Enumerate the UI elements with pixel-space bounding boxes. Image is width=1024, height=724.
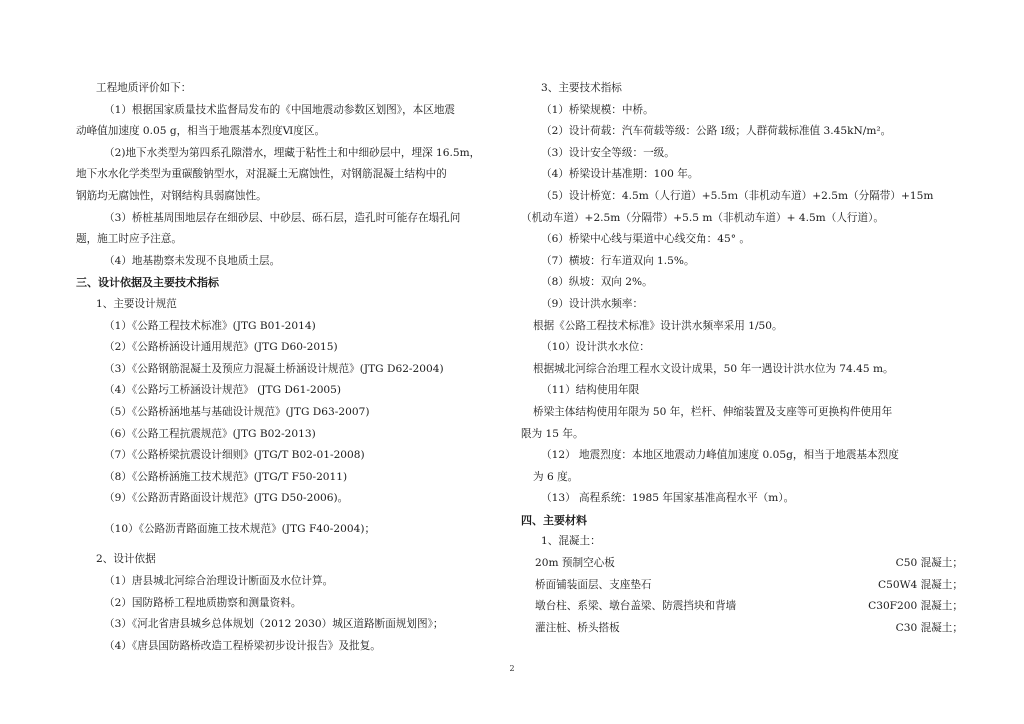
geology-item-1: （1）根据国家质量技术监督局发布的《中国地震动参数区划图》，本区地震 [104, 103, 456, 116]
material-item: 20m 预制空心板 [535, 557, 615, 570]
indicator-item: （9）设计洪水频率： [541, 297, 644, 310]
indicator-text: 根据《公路工程技术标准》设计洪水频率采用 1/50。 [533, 319, 783, 332]
geology-intro: 工程地质评价如下： [96, 82, 192, 94]
indicator-item: （2）设计荷载：汽车荷载等级：公路 Ⅰ级；人群荷载标准值 3.45kN/m²。 [541, 125, 892, 138]
indicator-item: （7）横坡：行车道双向 1.5%。 [541, 254, 695, 267]
norm-item: （6）《公路工程抗震规范》(JTG B02-2013) [104, 427, 316, 440]
geology-item-4: （4）地基勘察未发现不良地质土层。 [104, 254, 281, 267]
basis-item: （3）《河北省唐县城乡总体规划（2012 2030）城区道路断面规划图》； [104, 618, 444, 631]
norm-item: （4）《公路圬工桥涵设计规范》 (JTG D61-2005) [104, 384, 342, 397]
indicator-item: （13） 高程系统：1985 年国家基准高程水平（m）。 [541, 492, 795, 505]
norm-item-10: （10）《公路沥青路面施工技术规范》(JTG F40-2004)； [104, 522, 376, 535]
indicator-text: 桥梁主体结构使用年限为 50 年，栏杆、伸缩装置及支座等可更换构件使用年 [533, 405, 893, 418]
norm-item: （2）《公路桥涵设计通用规范》(JTG D60-2015) [104, 341, 338, 354]
indicator-text-cont: 为 6 度。 [533, 470, 579, 483]
material-row [521, 618, 967, 640]
norm-item: （3）《公路钢筋混凝土及预应力混凝土桥涵设计规范》(JTG D62-2004) [104, 362, 444, 375]
basis-item: （2）国防路桥工程地质勘察和测量资料。 [104, 596, 302, 609]
material-grade: C30F200 混凝土； [868, 600, 963, 613]
material-item: 桥面铺装面层、支座垫石 [535, 578, 652, 591]
indicator-item: （12） 地震烈度：本地区地震动力峰值加速度 0.05g，相当于地震基本烈度 [541, 449, 899, 462]
norm-item: （9）《公路沥青路面设计规范》(JTG D50-2006)。 [104, 492, 349, 505]
material-row [521, 553, 967, 575]
material-grade: C50W4 混凝土； [878, 578, 963, 591]
material-item: 墩台柱、系梁、墩台盖梁、防震挡块和背墙 [535, 600, 737, 613]
basis-item: （1）唐县城北河综合治理设计断面及水位计算。 [104, 575, 334, 588]
geology-item-2: （2)地下水类型为第四系孔隙潜水，埋藏于粘性土和中细砂层中，埋深 16.5m， [104, 146, 481, 159]
right-column [521, 78, 967, 639]
indicator-item: （4）桥梁设计基准期：100 年。 [541, 168, 699, 181]
indicator-text-cont: 限为 15 年。 [521, 427, 584, 440]
norms-subtitle: 1、主要设计规范 [96, 297, 177, 310]
material-grade: C50 混凝土； [895, 557, 963, 570]
indicator-item: （3）设计安全等级：一级。 [541, 146, 675, 159]
geology-item-2-cont: 钢筋均无腐蚀性，对钢结构具弱腐蚀性。 [76, 189, 267, 202]
norm-item: （5）《公路桥涵地基与基础设计规范》(JTG D63-2007) [104, 405, 370, 418]
section-3-heading: 三、设计依据及主要技术指标 [76, 276, 219, 290]
page-number: 2 [509, 664, 515, 673]
indicator-item: （10）设计洪水水位： [541, 341, 650, 354]
geology-item-3: （3）桥桩基周围地层存在细砂层、中砂层、砾石层，造孔时可能存在塌孔问 [104, 211, 461, 224]
section-4-heading: 四、主要材料 [521, 513, 587, 527]
norm-item: （1）《公路工程技术标准》(JTG B01-2014) [104, 319, 316, 332]
indicator-item: （1）桥梁规模：中桥。 [541, 103, 654, 116]
geology-item-2-cont: 地下水水化学类型为重碳酸钠型水，对混凝土无腐蚀性，对钢筋混凝土结构中的 [76, 168, 447, 181]
left-column [76, 78, 504, 657]
material-grade: C30 混凝土； [895, 621, 963, 634]
indicator-item: （8）纵坡：双向 2%。 [541, 276, 653, 289]
material-row [521, 596, 967, 618]
material-item: 灌注桩、桥头搭板 [535, 621, 620, 634]
norm-item: （8）《公路桥涵施工技术规范》(JTG/T F50-2011) [104, 470, 348, 483]
material-row [521, 575, 967, 597]
indicator-item: （5）设计桥宽：4.5m（人行道）+5.5ｍ（非机动车道）+2.5m（分隔带）+15m [541, 189, 934, 202]
basis-subtitle: 2、设计依据 [96, 553, 156, 566]
tech-indicators-subtitle: 3、主要技术指标 [541, 82, 622, 94]
norm-item: （7）《公路桥梁抗震设计细则》(JTG/T B02-01-2008) [104, 449, 365, 462]
geology-item-1-cont: 动峰值加速度 0.05 g，相当于地震基本烈度Ⅵ度区。 [76, 125, 326, 138]
indicator-item: （11）结构使用年限 [541, 384, 640, 397]
indicator-item: （6）桥梁中心线与渠道中心线交角：45° 。 [541, 233, 750, 246]
indicator-item-cont: （机动车道）+2.5m（分隔带）+5.5 m（非机动车道）+ 4.5m（人行道）。 [521, 211, 884, 224]
basis-item: （4）《唐县国防路桥改造工程桥梁初步设计报告》及批复。 [104, 639, 381, 652]
concrete-subtitle: 1、混凝土： [541, 535, 601, 548]
indicator-text: 根据城北河综合治理工程水文设计成果，50 年一遇设计洪水位为 74.45 m。 [533, 362, 894, 375]
geology-item-3-cont: 题，施工时应予注意。 [76, 233, 182, 246]
